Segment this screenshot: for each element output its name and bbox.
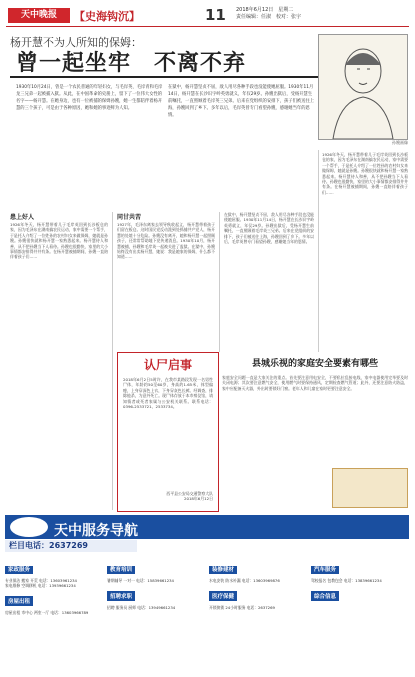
help-article bbox=[222, 356, 408, 510]
date-line-1: 2018年6月12日 星期二 bbox=[236, 7, 294, 13]
notice-footer: 西平县公安局交通警察大队 2018年6月12日 bbox=[166, 491, 213, 502]
ad-column-3 bbox=[209, 556, 307, 610]
ad-entry-1: 专业保洁 搬家 开荒 电话：13603961234 bbox=[5, 578, 77, 583]
notice-box bbox=[117, 352, 219, 512]
ad-category-2: 房屋出租 bbox=[5, 596, 33, 606]
column-text-2: 1927年，毛泽东离家去领导秋收起义，杨开慧带着孩子们留在板仓。这时国民党反动派到处抓捕共产党人，杨开慧的处境十分危险。孙嫂没有离开，她和杨开慧一起照顾孩子，还常常帮助地下党传递消息。1930年10月，杨开慧被捕，孙嫂和毛岸英一起被关进了监狱。在狱中，孙嫂始终没有出卖杨开慧，她说：我是她家的保姆，什么都不知道…… bbox=[117, 222, 215, 260]
ad-category-4: 招聘求职 bbox=[107, 591, 135, 601]
ad-category-3: 教育培训 bbox=[107, 566, 135, 574]
article-headline: 曾一起坐牢 不离不弃 bbox=[16, 50, 247, 76]
ad-entry-3: 房屋出租 市中心 两室一厅 电话：13603966789 bbox=[5, 610, 89, 615]
article-lead: 1930年10月24日，曾是一个农民普通的年轻妇女，与毛岸英、毛岸青和毛岸龙三兄弟一起被捕入狱。从此，在中国革命的史册上，留下了一位伟大女性的名字——杨开慧。在她身边，也有一位被捕的保姆孙嫂，她一生都陪伴着杨开慧的三个孩子，可是由于各种原因，她和她的事迹鲜为人知。 bbox=[16, 85, 163, 111]
ad-logo-icon bbox=[10, 517, 48, 537]
article-subtitle: 杨开慧不为人所知的保姆： bbox=[10, 36, 142, 49]
column-text-1: 1926年冬天，杨开慧带着儿子毛岸英回到长沙板仓的家，因为毛泽东在湖南搞农民运动，家中需要一个帮手，于是托人介绍了一位姓孙的农村妇女来做保姆，她就是孙嫂。孙嫂很快就和杨开慧一家熟悉起来。杨开慧待人和善，从不把孙嫂当下人看待。孙嫂也很勤快，家里的大小事情都安排得井井有条。在杨开慧被捕期间，孙嫂一直陪伴着孩子们…… bbox=[10, 222, 108, 260]
ad-category-6: 医疗保健 bbox=[209, 591, 237, 601]
ad-column-1 bbox=[5, 556, 103, 615]
column-divider-1 bbox=[112, 212, 113, 510]
ad-category-1: 家政服务 bbox=[5, 566, 33, 574]
ad-brand-title: 天中服务导航 bbox=[54, 523, 138, 539]
inline-ad-graphic bbox=[332, 468, 408, 508]
portrait-illustration bbox=[319, 35, 407, 139]
article-lead-continued: 在狱中，杨开慧坚贞不屈，敌人用尽各种手段也没能使她屈服。1930年11月14日，杨开慧在长沙识字岭英勇就义，年仅29岁。孙嫂出狱后，受杨开慧生前嘱托，一直照顾着毛岸英三兄弟。后来在党组织的安排下，孩子们被送往上海，孙嫂回到了乡下。多年以后，毛岸英曾专门看望孙嫂，感谢她当年的恩情。 bbox=[168, 85, 315, 118]
section-heading-1: 患上好人 bbox=[10, 214, 35, 221]
column-divider-3 bbox=[318, 150, 319, 352]
ad-column-2 bbox=[107, 556, 205, 610]
ad-grid bbox=[5, 556, 409, 674]
help-title: 县城乐视的家庭安全要素有哪些 bbox=[251, 359, 378, 369]
ad-entry-8: 驾校报名 包教包会 电话：13839661234 bbox=[311, 578, 382, 583]
date-line-2: 责任编辑：任淑 校对：张宇 bbox=[236, 14, 302, 20]
portrait-photo bbox=[318, 34, 408, 140]
ad-phone-line: 栏目电话：2637269 bbox=[5, 540, 137, 552]
ad-entry-2: 家电维修 空调移机 电话：13939661234 bbox=[5, 583, 76, 588]
ad-category-7: 汽车服务 bbox=[311, 566, 339, 574]
column-text-3: 在狱中，杨开慧坚贞不屈，敌人用尽各种手段也没能使她屈服。1930年11月14日，杨开慧在长沙识字岭英勇就义，年仅29岁。孙嫂出狱后，受杨开慧生前嘱托，一直照顾着毛岸英三兄弟。后来在党组织的安排下，孩子们被送往上海，孙嫂回到了乡下。多年以后，毛岸英曾专门看望孙嫂，感谢她当年的恩情。 bbox=[224, 212, 314, 245]
ad-entry-6: 水电安装 防水补漏 电话：13603969876 bbox=[209, 578, 280, 583]
ad-column-4 bbox=[311, 556, 409, 602]
photo-caption: 孙嫂画像 bbox=[392, 140, 408, 145]
section-heading-2: 同甘共苦 bbox=[117, 214, 142, 221]
header-rule bbox=[6, 26, 409, 27]
ad-category-8: 综合信息 bbox=[311, 591, 339, 601]
ad-entry-4: 暑期辅导 一对一 电话：15839661234 bbox=[107, 578, 174, 583]
notice-title: 认尸启事 bbox=[143, 358, 192, 372]
newspaper-logo: 天中晚报 bbox=[8, 8, 70, 23]
page-number: 11 bbox=[205, 6, 226, 24]
column-divider-2 bbox=[219, 212, 220, 352]
section-title: 【史海钩沉】 bbox=[74, 10, 140, 23]
notice-text: 2018年6月2日5时许，在我市某路段发现一名男性尸体，年龄约50至60岁，身高约1.65米，体型偏瘦，上身穿深色上衣，下身穿灰色长裤。经调查，排除他杀，为意外死亡。现尸体存放于本市殡仪馆，请知情者或死者家属与公安机关联系。联系电话：0396-2533721、2533734。 bbox=[123, 377, 213, 410]
ad-entry-7: 开锁换锁 24小时服务 电话：2637269 bbox=[209, 605, 275, 610]
ad-entry-5: 招聘 服务员 厨师 电话：13949661234 bbox=[107, 605, 176, 610]
column-text-4: 1926年冬天，杨开慧带着儿子毛岸英回到长沙板仓的家，因为毛泽东在湖南搞农民运动，家中需要一个帮手，于是托人介绍了一位姓孙的农村妇女来做保姆，她就是孙嫂。孙嫂很快就和杨开慧一家熟悉起来。杨开慧待人和善，从不把孙嫂当下人看待。孙嫂也很勤快，家里的大小事情都安排得井井有条。在杨开慧被捕期间，孙嫂一直陪伴着孩子们…… bbox=[322, 152, 408, 195]
date-line bbox=[236, 7, 301, 21]
headline-rule bbox=[10, 76, 320, 78]
help-text: 家庭安全问题一直是大家关注的重点。首先要注意用电安全，不要私拉乱接电线，家中电器使用完毕要及时关闭电源；其次要注意燃气安全，使用燃气时要保持通风，定期检查燃气管道；此外，还要注意防火防盗，家中应配备灭火器，外出时要锁好门窗。老年人和儿童在家时更要注意安全。 bbox=[222, 375, 408, 391]
ad-category-5: 装修建材 bbox=[209, 566, 237, 574]
